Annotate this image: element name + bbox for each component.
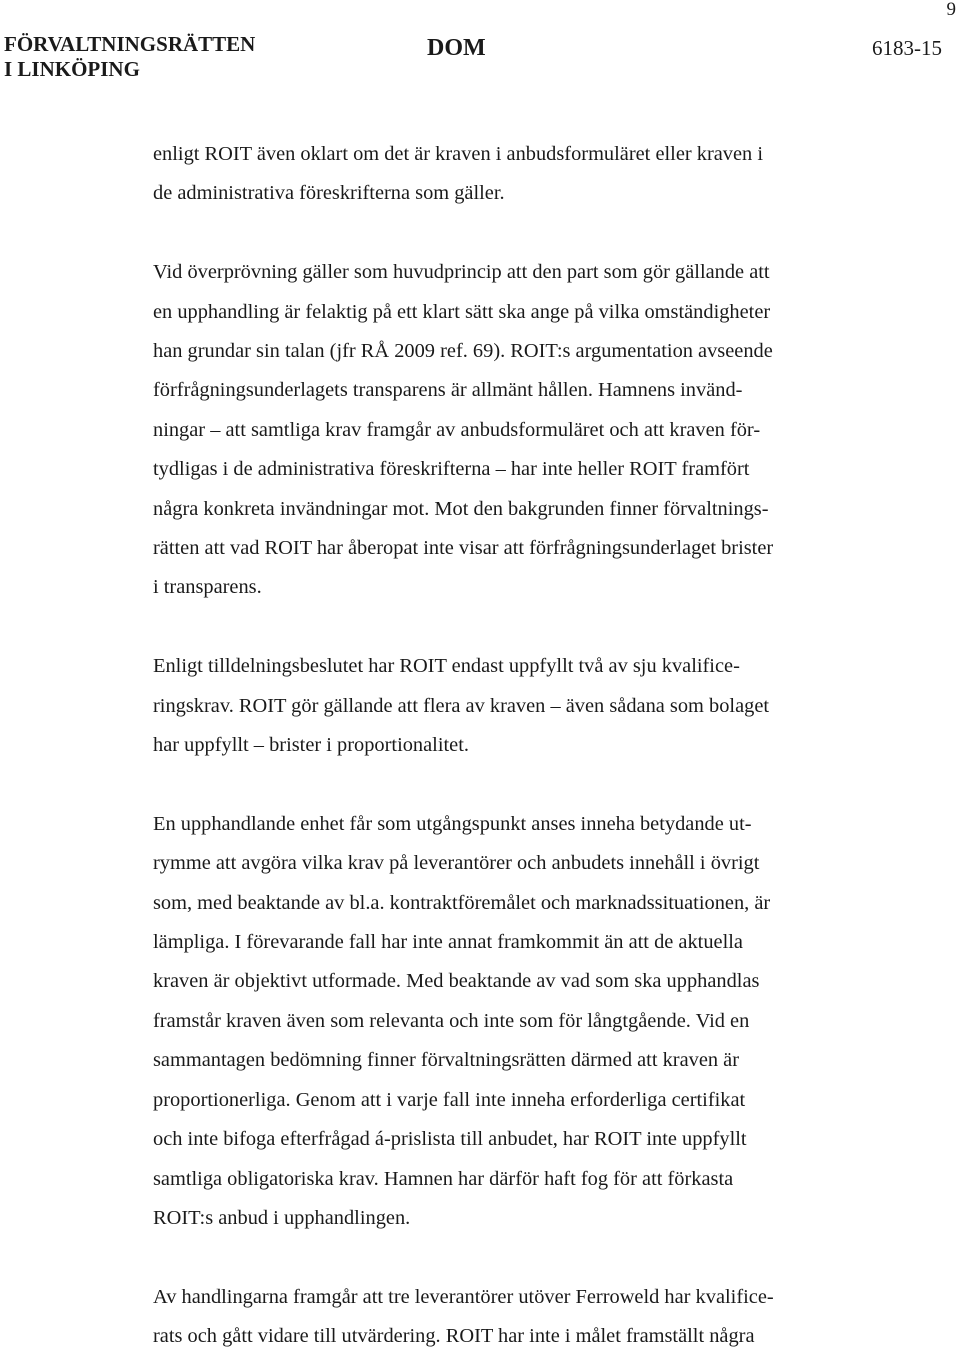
document-type: DOM <box>427 35 486 61</box>
text-line: några konkreta invändningar mot. Mot den bakgrunden finner förvaltnings- <box>153 497 769 520</box>
text-line: rymme att avgöra vilka krav på leverantörer och anbudets innehåll i övrigt <box>153 852 760 875</box>
text-line: Av handlingarna framgår att tre leverantörer utöver Ferroweld har kvalifice- <box>153 1285 774 1308</box>
text-line: Vid överprövning gäller som huvudprincip att den part som gör gällande att <box>153 261 770 284</box>
case-number: 6183-15 <box>872 36 942 60</box>
text-line: ningar – att samtliga krav framgår av anbudsformuläret och att kraven för- <box>153 418 761 441</box>
text-line: ringskrav. ROIT gör gällande att flera av kraven – även sådana som bolaget <box>153 694 770 717</box>
text-line: sammantagen bedömning finner förvaltningsrätten därmed att kraven är <box>153 1049 740 1072</box>
paragraph <box>153 805 863 1238</box>
document-header <box>4 32 942 92</box>
text-line: enligt ROIT även oklart om det är kraven i anbudsformuläret eller kraven i <box>153 143 763 165</box>
text-line: har uppfyllt – brister i proportionalitet. <box>153 734 469 757</box>
page-number: 9 <box>946 0 956 20</box>
text-line: en upphandling är felaktig på ett klart sätt ska ange på vilka omständigheter <box>153 300 771 323</box>
text-line: En upphandlande enhet får som utgångspunkt anses inneha betydande ut- <box>153 812 752 835</box>
document-body <box>153 135 863 1357</box>
paragraph <box>153 253 863 608</box>
text-line: framstår kraven även som relevanta och inte som för långtgående. Vid en <box>153 1009 750 1032</box>
text-line: han grundar sin talan (jfr RÅ 2009 ref. 69). ROIT:s argumentation avseende <box>153 340 773 363</box>
text-line: och inte bifoga efterfrågad á-prislista till anbudet, har ROIT inte uppfyllt <box>153 1128 747 1151</box>
text-line: som, med beaktande av bl.a. kontraktföremålet och marknadssituationen, är <box>153 891 771 914</box>
paragraph <box>153 1278 863 1357</box>
court-name-line-2: I LINKÖPING <box>4 57 140 81</box>
text-line: kraven är objektivt utformade. Med beaktande av vad som ska upphandlas <box>153 970 760 993</box>
text-line: i transparens. <box>153 576 262 599</box>
text-line: ROIT:s anbud i upphandlingen. <box>153 1206 411 1229</box>
court-name-line-1: FÖRVALTNINGSRÄTTEN <box>4 32 256 56</box>
text-line: de administrativa föreskrifterna som gäller. <box>153 182 505 205</box>
paragraph <box>153 647 863 765</box>
text-line: rats och gått vidare till utvärdering. ROIT har inte i målet framställt några <box>153 1325 755 1348</box>
text-line: proportionerliga. Genom att i varje fall inte inneha erforderliga certifikat <box>153 1088 746 1111</box>
court-name <box>4 32 255 82</box>
text-line: tydligas i de administrativa föreskrifterna – har inte heller ROIT framfört <box>153 458 750 481</box>
text-line: förfrågningsunderlagets transparens är allmänt hållen. Hamnens invänd- <box>153 379 743 402</box>
text-line: rätten att vad ROIT har åberopat inte visar att förfrågningsunderlaget brister <box>153 537 774 560</box>
paragraph <box>153 135 863 214</box>
text-line: samtliga obligatoriska krav. Hamnen har därför haft fog för att förkasta <box>153 1167 734 1190</box>
text-line: lämpliga. I förevarande fall har inte annat framkommit än att de aktuella <box>153 931 743 954</box>
text-line: Enligt tilldelningsbeslutet har ROIT endast uppfyllt två av sju kvalifice- <box>153 655 740 678</box>
